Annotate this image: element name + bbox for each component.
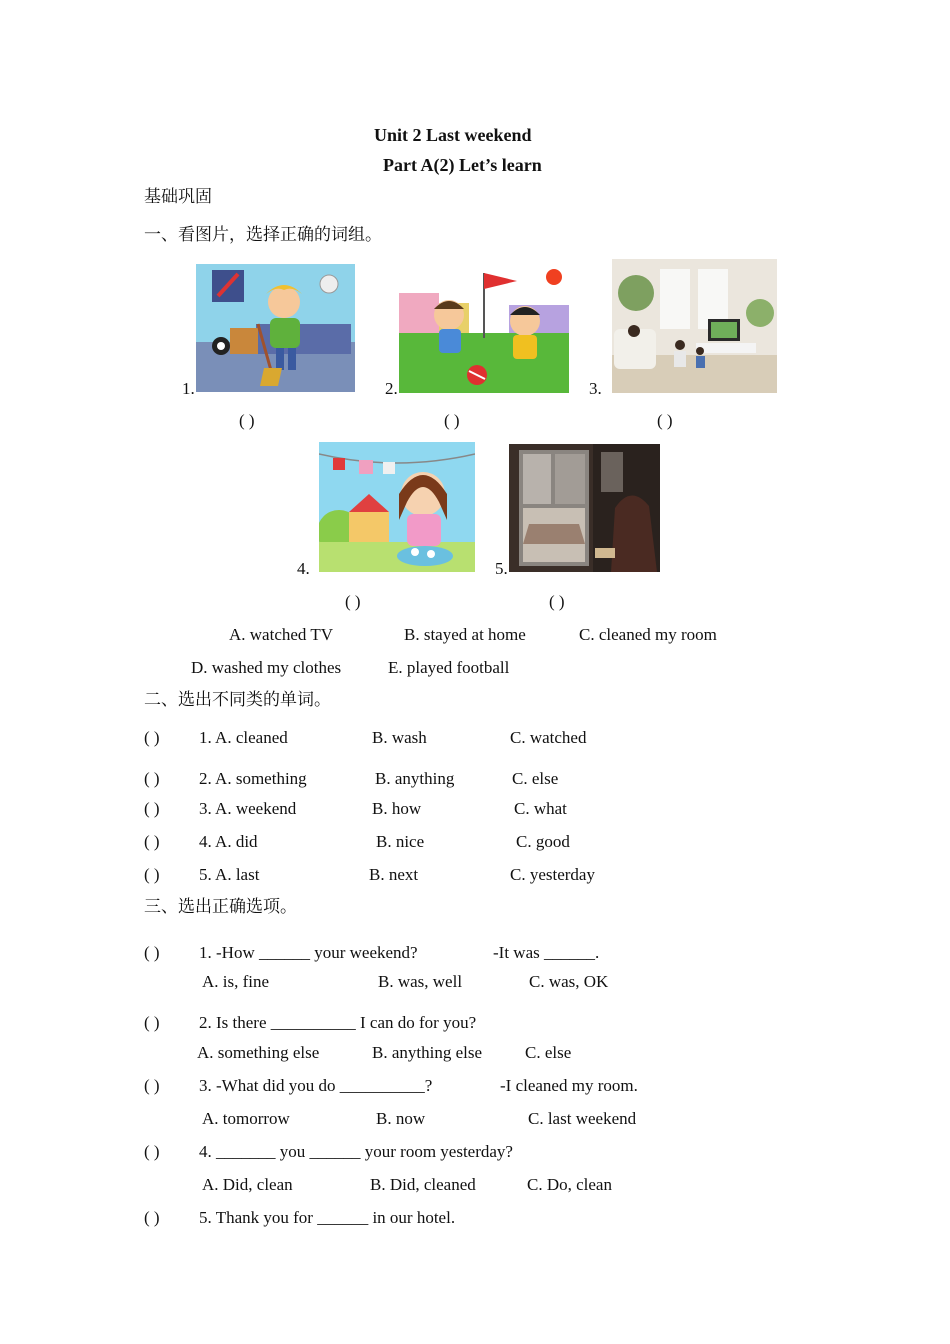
answer-blank-4[interactable]: ( ) xyxy=(345,592,361,611)
section2-bracket-5[interactable]: ( ) xyxy=(144,865,160,884)
option-e: E. played football xyxy=(388,658,510,677)
section3-item-1-c: C. was, OK xyxy=(529,972,609,991)
section3-question-3-answer: -I cleaned my room. xyxy=(500,1076,638,1095)
kids-playing-football-picture xyxy=(399,263,569,393)
section3-question-3: 3. -What did you do __________? xyxy=(199,1076,433,1095)
section1-heading: 一、看图片，选择正确的词组。 xyxy=(144,225,382,245)
family-watching-tv-picture xyxy=(612,259,777,393)
section3-bracket-4[interactable]: ( ) xyxy=(144,1142,160,1161)
option-b: B. stayed at home xyxy=(404,625,526,644)
section2-item-5-a: 5. A. last xyxy=(199,865,260,884)
option-c: C. cleaned my room xyxy=(579,625,717,644)
picture-number-4: 4. xyxy=(297,559,310,578)
section2-item-3-c: C. what xyxy=(514,799,567,818)
section3-item-3-a: A. tomorrow xyxy=(202,1109,290,1128)
section3-item-4-a: A. Did, clean xyxy=(202,1175,293,1194)
section3-question-5: 5. Thank you for ______ in our hotel. xyxy=(199,1208,456,1227)
section3-question-1: 1. -How ______ your weekend? xyxy=(199,943,418,962)
section2-item-5-c: C. yesterday xyxy=(510,865,595,884)
section3-item-1-b: B. was, well xyxy=(378,972,463,991)
section2-item-1-c: C. watched xyxy=(510,728,587,747)
section2-item-3-b: B. how xyxy=(372,799,422,818)
section3-bracket-2[interactable]: ( ) xyxy=(144,1013,160,1032)
picture-number-2: 2. xyxy=(385,379,398,398)
section3-bracket-5[interactable]: ( ) xyxy=(144,1208,160,1227)
section2-bracket-4[interactable]: ( ) xyxy=(144,832,160,851)
section2-item-4-c: C. good xyxy=(516,832,570,851)
picture-number-1: 1. xyxy=(182,379,195,398)
section2-item-1-b: B. wash xyxy=(372,728,427,747)
section2-item-5-b: B. next xyxy=(369,865,419,884)
option-a: A. watched TV xyxy=(229,625,334,644)
section3-item-3-b: B. now xyxy=(376,1109,426,1128)
section3-question-1-answer: -It was ______. xyxy=(493,943,600,962)
section-basic-heading: 基础巩固 xyxy=(144,187,212,207)
section2-item-2-a: 2. A. something xyxy=(199,769,307,788)
section2-bracket-1[interactable]: ( ) xyxy=(144,728,160,747)
section2-heading: 二、选出不同类的单词。 xyxy=(144,690,331,710)
page-title: Unit 2 Last weekend xyxy=(374,125,532,145)
picture-number-5: 5. xyxy=(495,559,508,578)
section2-item-4-b: B. nice xyxy=(376,832,425,851)
section3-item-2-b: B. anything else xyxy=(372,1043,483,1062)
answer-blank-1[interactable]: ( ) xyxy=(239,411,255,430)
section3-heading: 三、选出正确选项。 xyxy=(144,897,297,917)
section2-item-2-b: B. anything xyxy=(375,769,455,788)
girl-washing-clothes-picture xyxy=(319,442,475,572)
section2-item-2-c: C. else xyxy=(512,769,559,788)
answer-blank-3[interactable]: ( ) xyxy=(657,411,673,430)
section3-item-4-b: B. Did, cleaned xyxy=(370,1175,476,1194)
section2-item-1-a: 1. A. cleaned xyxy=(199,728,288,747)
section2-item-4-a: 4. A. did xyxy=(199,832,258,851)
section3-item-2-c: C. else xyxy=(525,1043,572,1062)
page-subtitle: Part A(2) Let’s learn xyxy=(383,155,542,175)
section3-item-1-a: A. is, fine xyxy=(202,972,270,991)
section3-bracket-1[interactable]: ( ) xyxy=(144,943,160,962)
section3-item-3-c: C. last weekend xyxy=(528,1109,637,1128)
section3-item-4-c: C. Do, clean xyxy=(527,1175,612,1194)
section2-bracket-3[interactable]: ( ) xyxy=(144,799,160,818)
section2-item-3-a: 3. A. weekend xyxy=(199,799,297,818)
answer-blank-5[interactable]: ( ) xyxy=(549,592,565,611)
section3-question-2: 2. Is there __________ I can do for you? xyxy=(199,1013,477,1032)
answer-blank-2[interactable]: ( ) xyxy=(444,411,460,430)
section3-item-2-a: A. something else xyxy=(197,1043,320,1062)
section3-bracket-3[interactable]: ( ) xyxy=(144,1076,160,1095)
woman-at-window-home-picture xyxy=(509,444,660,572)
boy-cleaning-room-picture xyxy=(196,264,355,392)
section2-bracket-2[interactable]: ( ) xyxy=(144,769,160,788)
section3-question-4: 4. _______ you ______ your room yesterday? xyxy=(199,1142,513,1161)
option-d: D. washed my clothes xyxy=(191,658,342,677)
picture-number-3: 3. xyxy=(589,379,602,398)
